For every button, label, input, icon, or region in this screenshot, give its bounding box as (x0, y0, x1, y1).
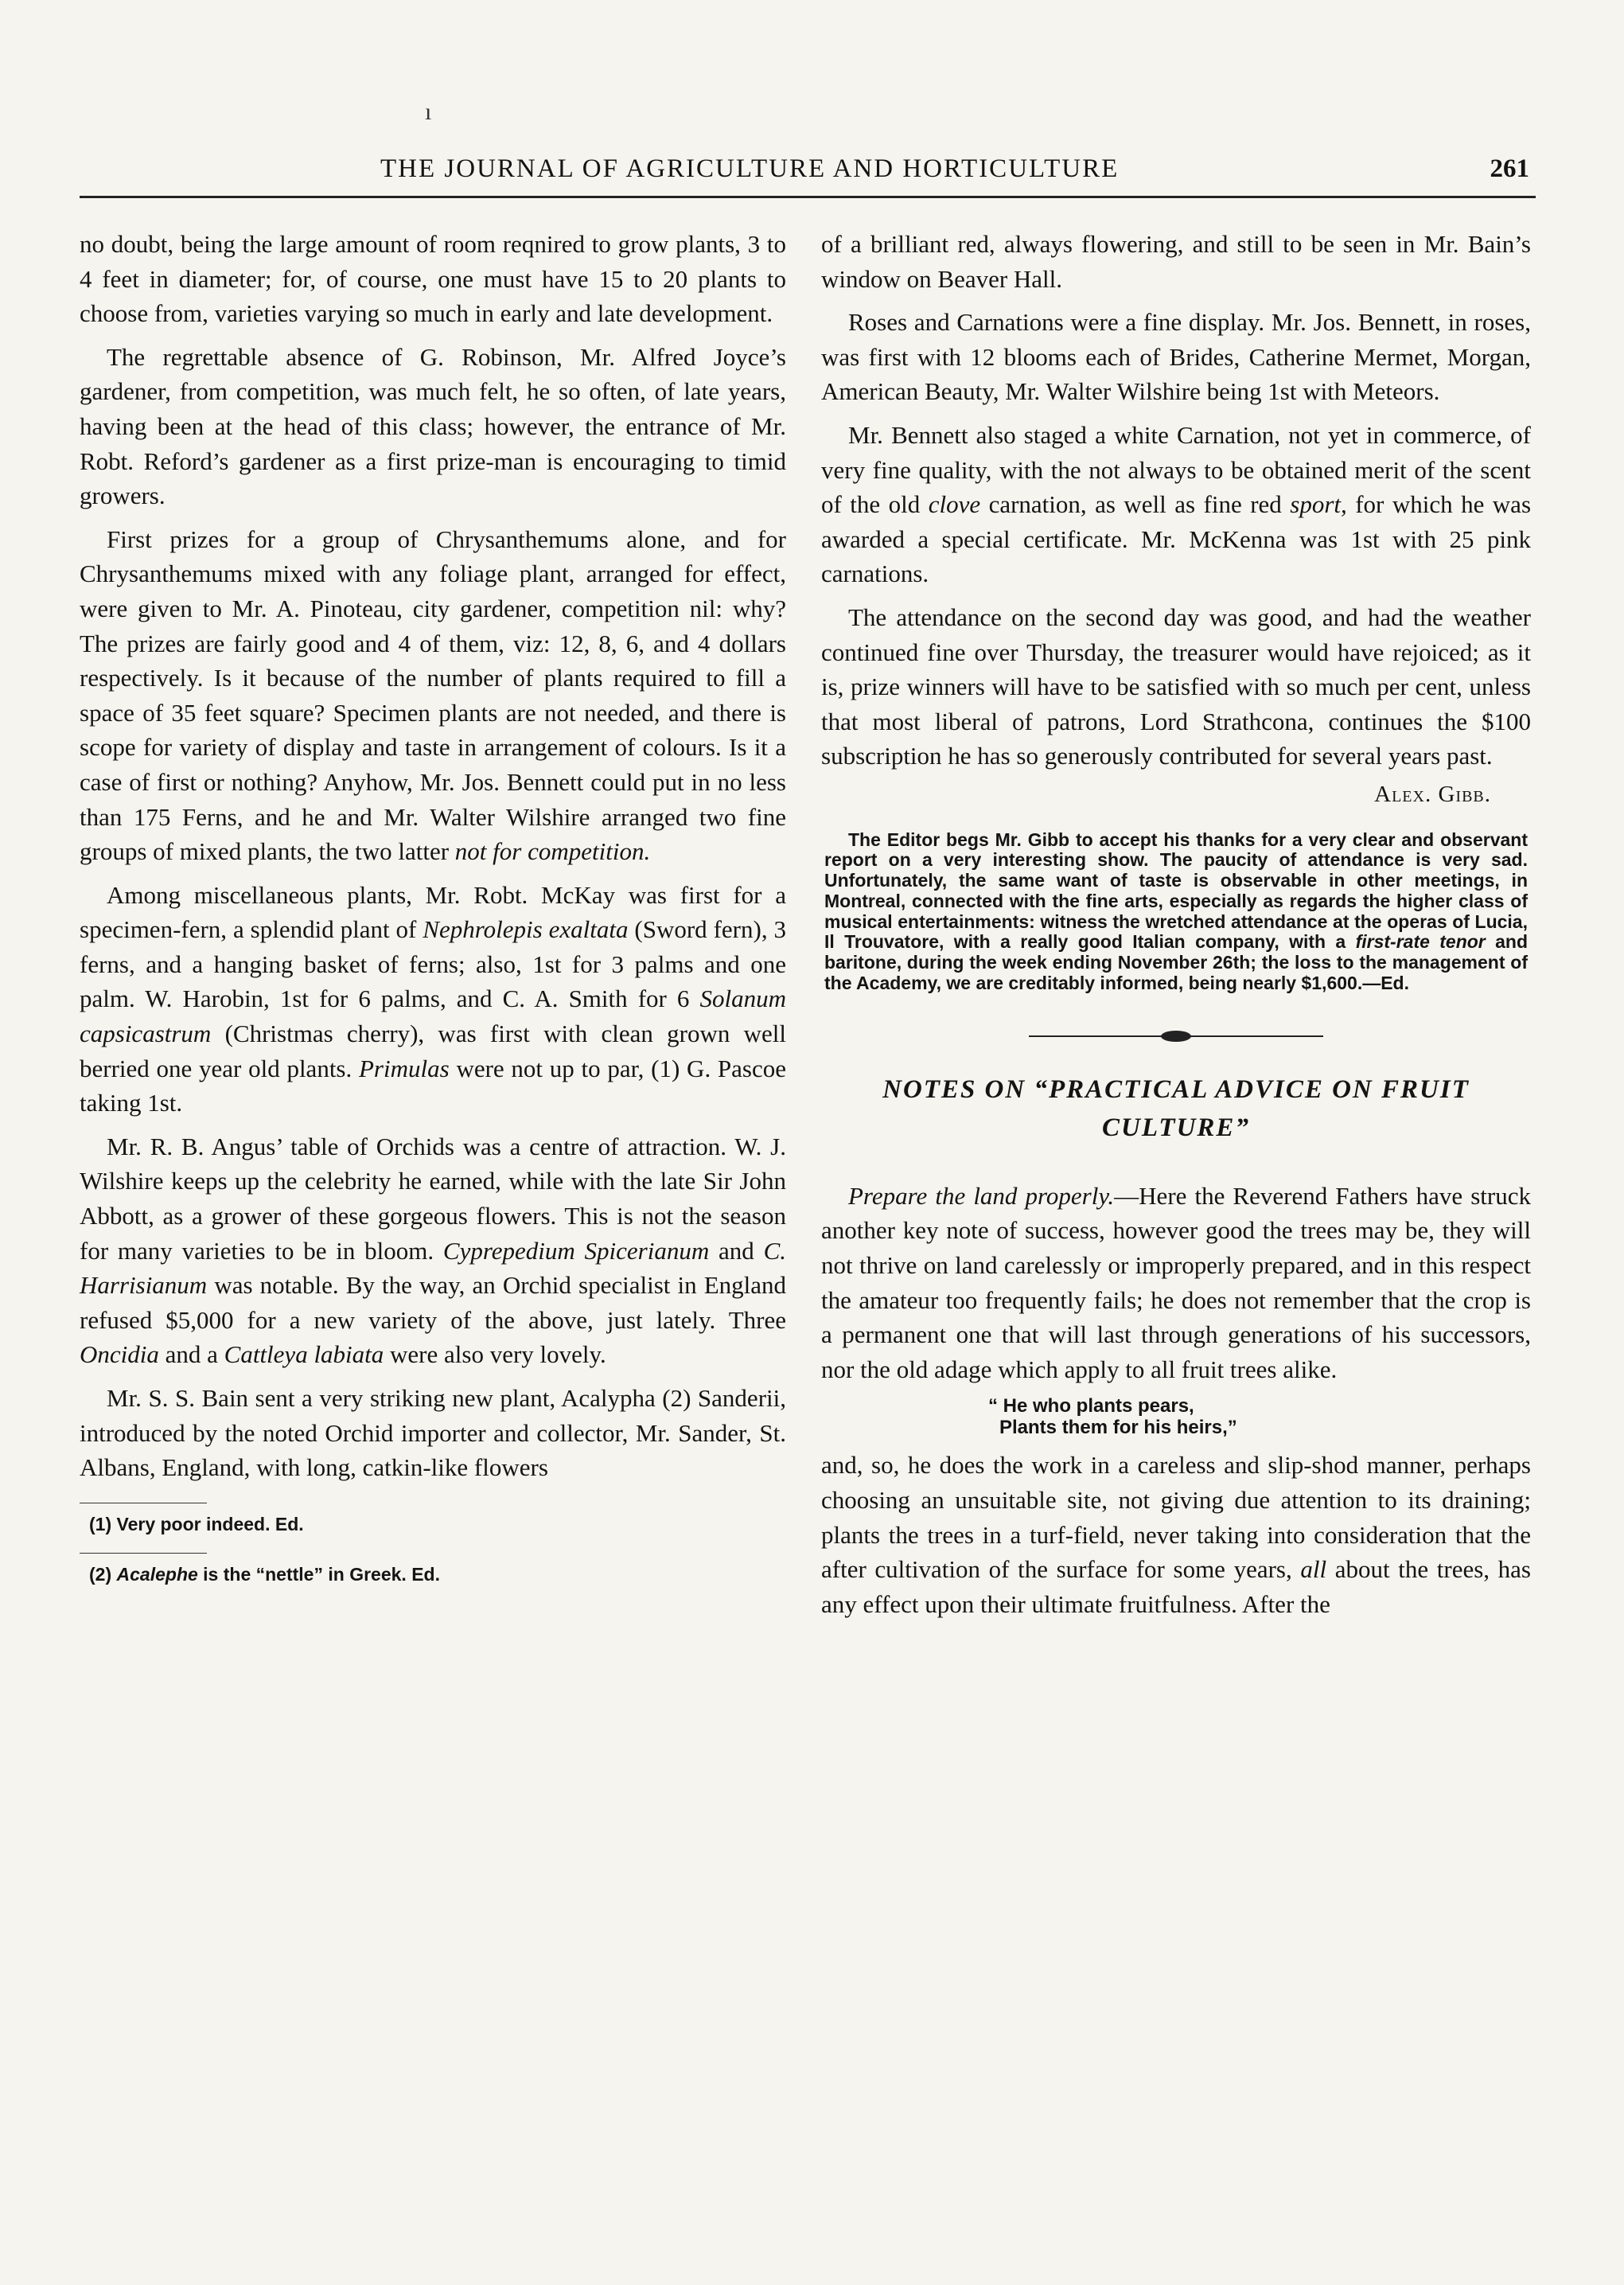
page-number: 261 (1490, 154, 1529, 183)
editor-note: The Editor begs Mr. Gibb to accept his thanks for a very clear and observant report on a very interesting show. The paucity of attendance is very sad. Unfortunately, the same want of taste is observable in other meetings, in Montreal, connected with the fine arts, especially as regards the higher class of musical entertainments: witness the wretched attendance at the operas of Lucia, Il Trouvatore, with a really good Italian company, with a first-rate tenor and baritone, during the week ending November 26th; the loss to the management of the Academy, we are creditably informed, being nearly $1,600.—Ed. (824, 829, 1529, 994)
italic-phrase: Primulas (359, 1054, 450, 1082)
italic-phrase: Oncidia (80, 1340, 159, 1369)
italic-phrase: not for competition. (454, 837, 651, 866)
verse-line: Plants them for his heirs,” (999, 1417, 1237, 1439)
paragraph: Roses and Carnations were a fine display. Mr. Jos. Bennett, in roses, was first with 12 blooms each of Brides, Catherine Mermet, Morgan, American Beauty, Mr. Walter Wilshire being 1st with Meteors. (821, 308, 1531, 406)
italic-phrase: all (1300, 1555, 1327, 1584)
italic-phrase: Solanum capsicastrum (80, 985, 787, 1048)
running-header (80, 148, 1536, 198)
paragraph: Mr. Bennett also staged a white Carnation, not yet in commerce, of very fine quality, with the not always to be obtained merit of the scent of the old clove carnation, as well as fine red sport, for which he was awarded a special certificate. Mr. McKenna was 1st with 25 pink carnations. (821, 420, 1532, 588)
footnote-rule (80, 1553, 207, 1554)
paragraph: The regrettable absence of G. Robinson, Mr. Alfred Joyce’s gardener, from competition, was much felt, he so often, of late years, having been at the head of this class; however, the entrance of Mr. Robt. Reford’s gardener as a first prize-man is encouraging to timid growers. (80, 342, 786, 510)
journal-title: THE JOURNAL OF AGRICULTURE AND HORTICULTURE (380, 154, 1120, 183)
paragraph: The attendance on the second day was good, and had the weather continued fine over Thursday, the treasurer would have rejoiced; as it is, prize winners will have to be satisfied with so much per cent, unless that most liberal of patrons, Lord Strathcona, continues the $100 subscription he has so generously contributed for several years past. (821, 602, 1531, 770)
italic-phrase: Cyprepedium Spicerianum (442, 1236, 710, 1265)
section-title: NOTES ON “PRACTICAL ADVICE ON FRUIT CULTURE” (882, 1074, 1470, 1142)
section-divider (1029, 1035, 1323, 1037)
italic-phrase: clove (928, 490, 981, 519)
stray-ink-mark: ı (425, 99, 432, 125)
paragraph: Among miscellaneous plants, Mr. Robt. McKay was first for a specimen-fern, a splendid plant of Nephrolepis exaltata (Sword fern), 3 ferns, and a hanging basket of ferns; also, 1st for 3 palms and one palm. W. Harobin, 1st for 6 palms, and C. A. Smith for 6 Solanum capsicastrum (Christmas cherry), was first with clean grown well berried one year old plants. Primulas were not up to par, (1) G. Pascoe taking 1st. (80, 880, 787, 1117)
italic-phrase: Nephrolepis exaltata (423, 915, 629, 944)
paragraph: First prizes for a group of Chrysanthemums alone, and for Chrysanthemums mixed with any foliage plant, arranged for effect, were given to Mr. A. Pinoteau, city gardener, competition nil: why? The prizes are fairly good and 4 of them, viz: 12, 8, 6, and 4 dollars respectively. Is it because of the number of plants required to fill a space of 35 feet square? Specimen plants are not needed, and there is scope for variety of display and taste in arrangement of colours. Is it a case of first or nothing? Anyhow, Mr. Jos. Bennett could put in no less than 175 Ferns, and he and Mr. Walter Wilshire arranged two fine groups of mixed plants, the two latter not for competition. (80, 524, 786, 866)
right-column (821, 227, 1531, 1630)
paragraph: no doubt, being the large amount of room reqnired to grow plants, 3 to 4 feet in diameter; for, of course, one must have 15 to 20 plants to choose from, varieties varying so much in early and late development. (80, 230, 786, 328)
italic-phrase: C. Harrisianum (80, 1236, 787, 1300)
paragraph: and, so, he does the work in a careless and slip-shod manner, perhaps choosing an unsuitable site, not giving due attention to its draining; plants the trees in a turf-field, never taking into consideration that the after cultivation of the surface for some years, all about the trees, has any effect upon their ultimate fruitfulness. After the (821, 1451, 1531, 1618)
footnote-2: (2) Acalephe is the “nettle” in Greek. Ed. (89, 1563, 440, 1585)
paragraph: of a brilliant red, always flowering, and still to be seen in Mr. Bain’s window on Beaver Hall. (821, 230, 1531, 293)
verse-line: “ He who plants pears, (988, 1395, 1194, 1417)
paragraph: Prepare the land properly.—Here the Reverend Fathers have struck another key note of success, however good the trees may be, they will not thrive on land carelessly or improperly prepared, and in this respect the amateur too frequently fails; he does not remember that the crop is a permanent one that will last through generations of his successors, nor the old adage which apply to all fruit trees alike. (821, 1181, 1531, 1383)
author-signature: Alex. Gibb. (1374, 781, 1491, 807)
left-column (80, 227, 786, 1595)
italic-phrase: sport, (1290, 490, 1347, 519)
italic-phrase: Cattleya labiata (224, 1340, 384, 1369)
quoted-verse (988, 1395, 1531, 1438)
footnote-1: (1) Very poor indeed. Ed. (89, 1513, 304, 1534)
italic-phrase: Prepare the land properly. (848, 1181, 1115, 1210)
paragraph: Mr. S. S. Bain sent a very striking new plant, Acalypha (2) Sanderii, introduced by the noted Orchid importer and collector, Mr. Sander, St. Albans, England, with long, catkin-like flowers (80, 1384, 786, 1482)
paragraph: Mr. R. B. Angus’ table of Orchids was a centre of attraction. W. J. Wilshire keeps up the celebrity he earned, while with the late Sir John Abbott, as a grower of these gorgeous flowers. This is not the season for many varieties to be in bloom. Cyprepedium Spicerianum and C. Harrisianum was notable. By the way, an Orchid specialist in England refused $5,000 for a new variety of the above, just lately. Three Oncidia and a Cattleya labiata were also very lovely. (80, 1132, 787, 1369)
